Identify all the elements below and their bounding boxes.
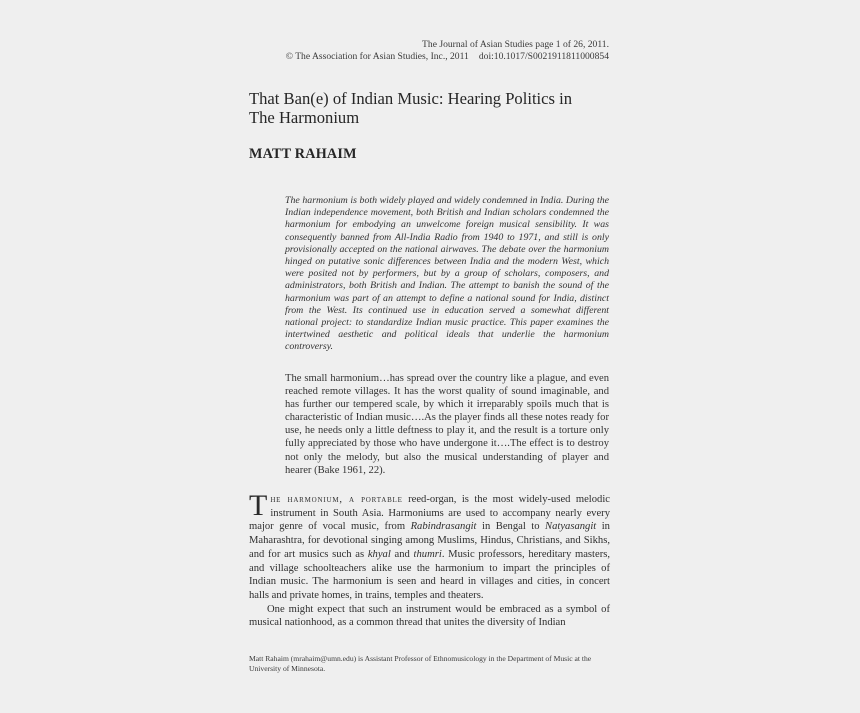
opening-small-caps: he harmonium, a portable bbox=[270, 494, 403, 505]
title-line-1: That Ban(e) of Indian Music: Hearing Politics in bbox=[249, 89, 573, 108]
running-header bbox=[286, 39, 609, 62]
copyright-line bbox=[286, 51, 609, 63]
drop-cap: T bbox=[249, 489, 268, 522]
copyright-text: © The Association for Asian Studies, Inc., 2011 bbox=[285, 50, 469, 62]
body-text-run: in Maharashtra, for devotional singing among Muslims, Hindus, Christians, and Sikhs, and for art musics such as bbox=[249, 521, 610, 560]
body-text-run: in Bengal to bbox=[476, 521, 546, 533]
epigraph-quote: The small harmonium…has spread over the country like a plague, and even reached remote villages. It has the worst quality of sound imaginable, and has further our tempered scale, by which it irreparably spoils much that is characteristic of Indian music….As the player finds all these notes ready for use, he needs only a little deftness to play it, and the result is a torture only fully appreciated by those who have undergone it….The effect is to destroy not only the melody, but also the musical understanding of player and hearer (Bake 1961, 22). bbox=[285, 373, 609, 476]
body-text-run: and bbox=[390, 548, 414, 560]
body-paragraph-2: One might expect that such an instrument would be embraced as a symbol of musical nationhood, as a common thread that unites the diversity of Indian bbox=[249, 603, 610, 629]
doi-text: doi:10.1017/S0021911811000854 bbox=[478, 50, 609, 62]
body-paragraph-1 bbox=[249, 489, 610, 603]
italic-term: thumri bbox=[413, 548, 442, 560]
italic-term: khyal bbox=[367, 548, 391, 560]
journal-citation: The Journal of Asian Studies page 1 of 26, 2011. bbox=[422, 39, 609, 50]
italic-term: Natyasangit bbox=[545, 521, 597, 533]
abstract: The harmonium is both widely played and widely condemned in India. During the Indian independence movement, both British and Indian scholars condemned the harmonium for embodying an unwelcome foreign musical sensibility. It was consequently banned from All-India Radio from 1940 to 1971, and still is only provisionally accepted on the national airwaves. The debate over the harmonium hinged on putative sonic differences between India and the modern West, which were posited not by performers, but by a group of scholars, composers, and administrators, both British and Indian. The attempt to banish the sound of the harmonium was part of an attempt to define a national sound for India, distinct from the West. Its continued use in education served a somewhat different national project: to standardize Indian music practice. This paper examines the intertwined aesthetic and political ideals that underlie the harmonium controversy. bbox=[285, 195, 609, 353]
article-body bbox=[249, 489, 610, 630]
body-text-run: . Music professors, hereditary masters, and village schoolteachers alike use the harmonium to impart the principles of Indian music. The harmonium is seen and heard in villages and cities, in concert halls and private homes, in trains, temples and theaters. bbox=[249, 548, 610, 601]
italic-term: Rabindrasangit bbox=[410, 521, 477, 533]
author-footnote: Matt Rahaim (mrahaim@umn.edu) is Assistant Professor of Ethnomusicology in the Department of Music at the University of Minnesota. bbox=[249, 654, 592, 673]
body-text-run: reed-organ, is the most widely-used melodic instrument in South Asia. Harmoniums are used to accompany nearly every major genre of vocal music, from bbox=[249, 494, 610, 533]
article-title bbox=[249, 89, 609, 127]
author-name: MATT RAHAIM bbox=[249, 146, 357, 162]
title-line-2: The Harmonium bbox=[249, 108, 360, 127]
